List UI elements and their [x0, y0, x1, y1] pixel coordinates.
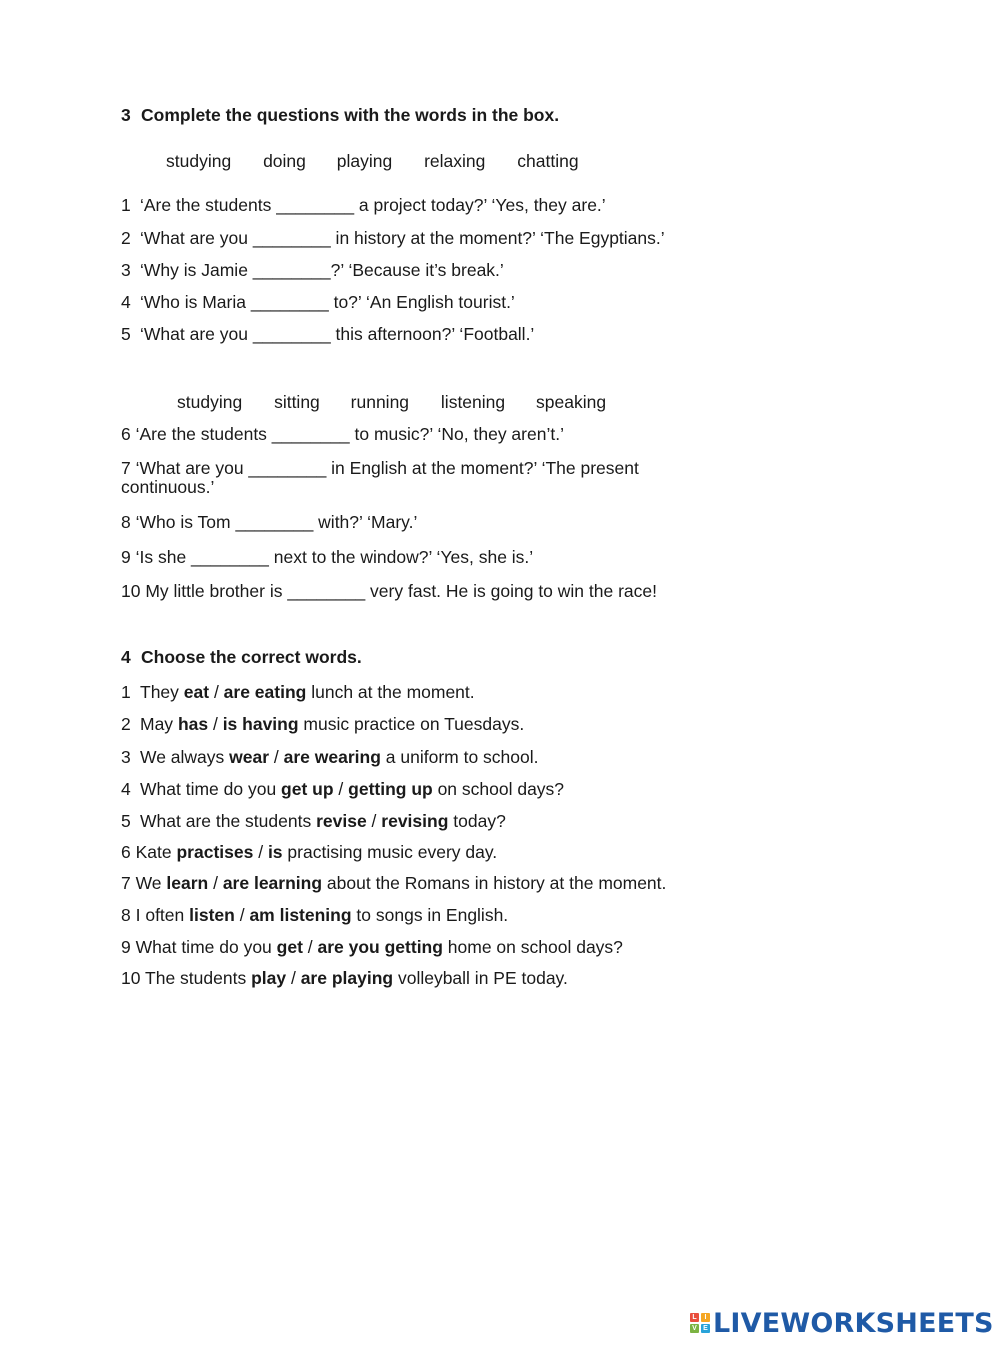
question-item: 7 ‘What are you ________ in English at the moment?’ ‘The present continuous.’: [121, 458, 639, 497]
section-3-heading: 3 Complete the questions with the words in the box.: [121, 105, 560, 125]
option-a[interactable]: listen: [189, 905, 235, 925]
choice-item: 1 They eat / are eating lunch at the moment.: [121, 682, 475, 702]
liveworksheets-mark-icon: L I V E: [690, 1313, 710, 1333]
word-box-word: studying: [177, 392, 243, 412]
question-item: 3 ‘Why is Jamie ________?’ ‘Because it’s break.’: [121, 260, 504, 280]
question-item: 4 ‘Who is Maria ________ to?’ ‘An English tourist.’: [121, 292, 515, 312]
option-a[interactable]: wear: [229, 747, 270, 767]
option-a[interactable]: learn: [166, 873, 209, 893]
word-box-word: chatting: [517, 151, 579, 171]
liveworksheets-logo: [690, 1307, 994, 1339]
option-a[interactable]: get: [276, 937, 303, 957]
option-b[interactable]: is: [267, 842, 283, 862]
question-item: 1 ‘Are the students ________ a project today?’ ‘Yes, they are.’: [121, 195, 606, 215]
choice-item: 3 We always wear / are wearing a uniform to school.: [121, 747, 539, 767]
logo-text: LIVEWORKSHEETS: [713, 1307, 994, 1339]
option-b[interactable]: am listening: [249, 905, 352, 925]
option-a[interactable]: practises: [176, 842, 254, 862]
choice-item: 7 We learn / are learning about the Romans in history at the moment.: [121, 873, 667, 893]
word-box-word: sitting: [274, 392, 320, 412]
option-b[interactable]: are wearing: [283, 747, 381, 767]
choice-item: 9 What time do you get / are you getting home on school days?: [121, 937, 623, 957]
question-item: 2 ‘What are you ________ in history at the moment?’ ‘The Egyptians.’: [121, 228, 665, 248]
question-item: 8 ‘Who is Tom ________ with?’ ‘Mary.’: [121, 512, 418, 532]
question-item: 9 ‘Is she ________ next to the window?’ ‘Yes, she is.’: [121, 547, 534, 567]
word-box-word: playing: [336, 151, 393, 171]
choice-item: 5 What are the students revise / revising today?: [121, 811, 506, 831]
section-4-heading: 4 Choose the correct words.: [121, 647, 362, 667]
word-box-word: speaking: [536, 392, 607, 412]
word-box-word: doing: [263, 151, 306, 171]
option-b[interactable]: are you getting: [317, 937, 443, 957]
word-box-word: listening: [440, 392, 506, 412]
option-b[interactable]: are learning: [222, 873, 323, 893]
option-b[interactable]: are eating: [223, 682, 307, 702]
word-box-word: studying: [166, 151, 232, 171]
question-item: 6 ‘Are the students ________ to music?’ ‘No, they aren’t.’: [121, 424, 564, 444]
choice-item: 6 Kate practises / is practising music every day.: [121, 842, 498, 862]
question-item: 5 ‘What are you ________ this afternoon?’ ‘Football.’: [121, 324, 535, 344]
option-a[interactable]: has: [177, 714, 209, 734]
option-a[interactable]: eat: [183, 682, 210, 702]
word-box-1: [166, 151, 579, 171]
option-a[interactable]: play: [251, 968, 287, 988]
word-box-word: running: [350, 392, 410, 412]
option-b[interactable]: are playing: [300, 968, 394, 988]
choice-item: 4 What time do you get up / getting up on school days?: [121, 779, 565, 799]
option-b[interactable]: getting up: [348, 779, 433, 799]
question-item: 10 My little brother is ________ very fast. He is going to win the race!: [121, 581, 657, 601]
choice-item: 10 The students play / are playing volleyball in PE today.: [121, 968, 568, 988]
section-4-title: Choose the correct words.: [141, 647, 362, 667]
option-a[interactable]: get up: [281, 779, 334, 799]
section-3-title: Complete the questions with the words in the box.: [141, 105, 560, 125]
word-box-word: relaxing: [424, 151, 486, 171]
option-a[interactable]: revise: [316, 811, 367, 831]
word-box-2: [177, 392, 606, 412]
option-b[interactable]: revising: [381, 811, 449, 831]
option-b[interactable]: is having: [222, 714, 299, 734]
choice-item: 2 May has / is having music practice on Tuesdays.: [121, 714, 525, 734]
choice-item: 8 I often listen / am listening to songs in English.: [121, 905, 509, 925]
